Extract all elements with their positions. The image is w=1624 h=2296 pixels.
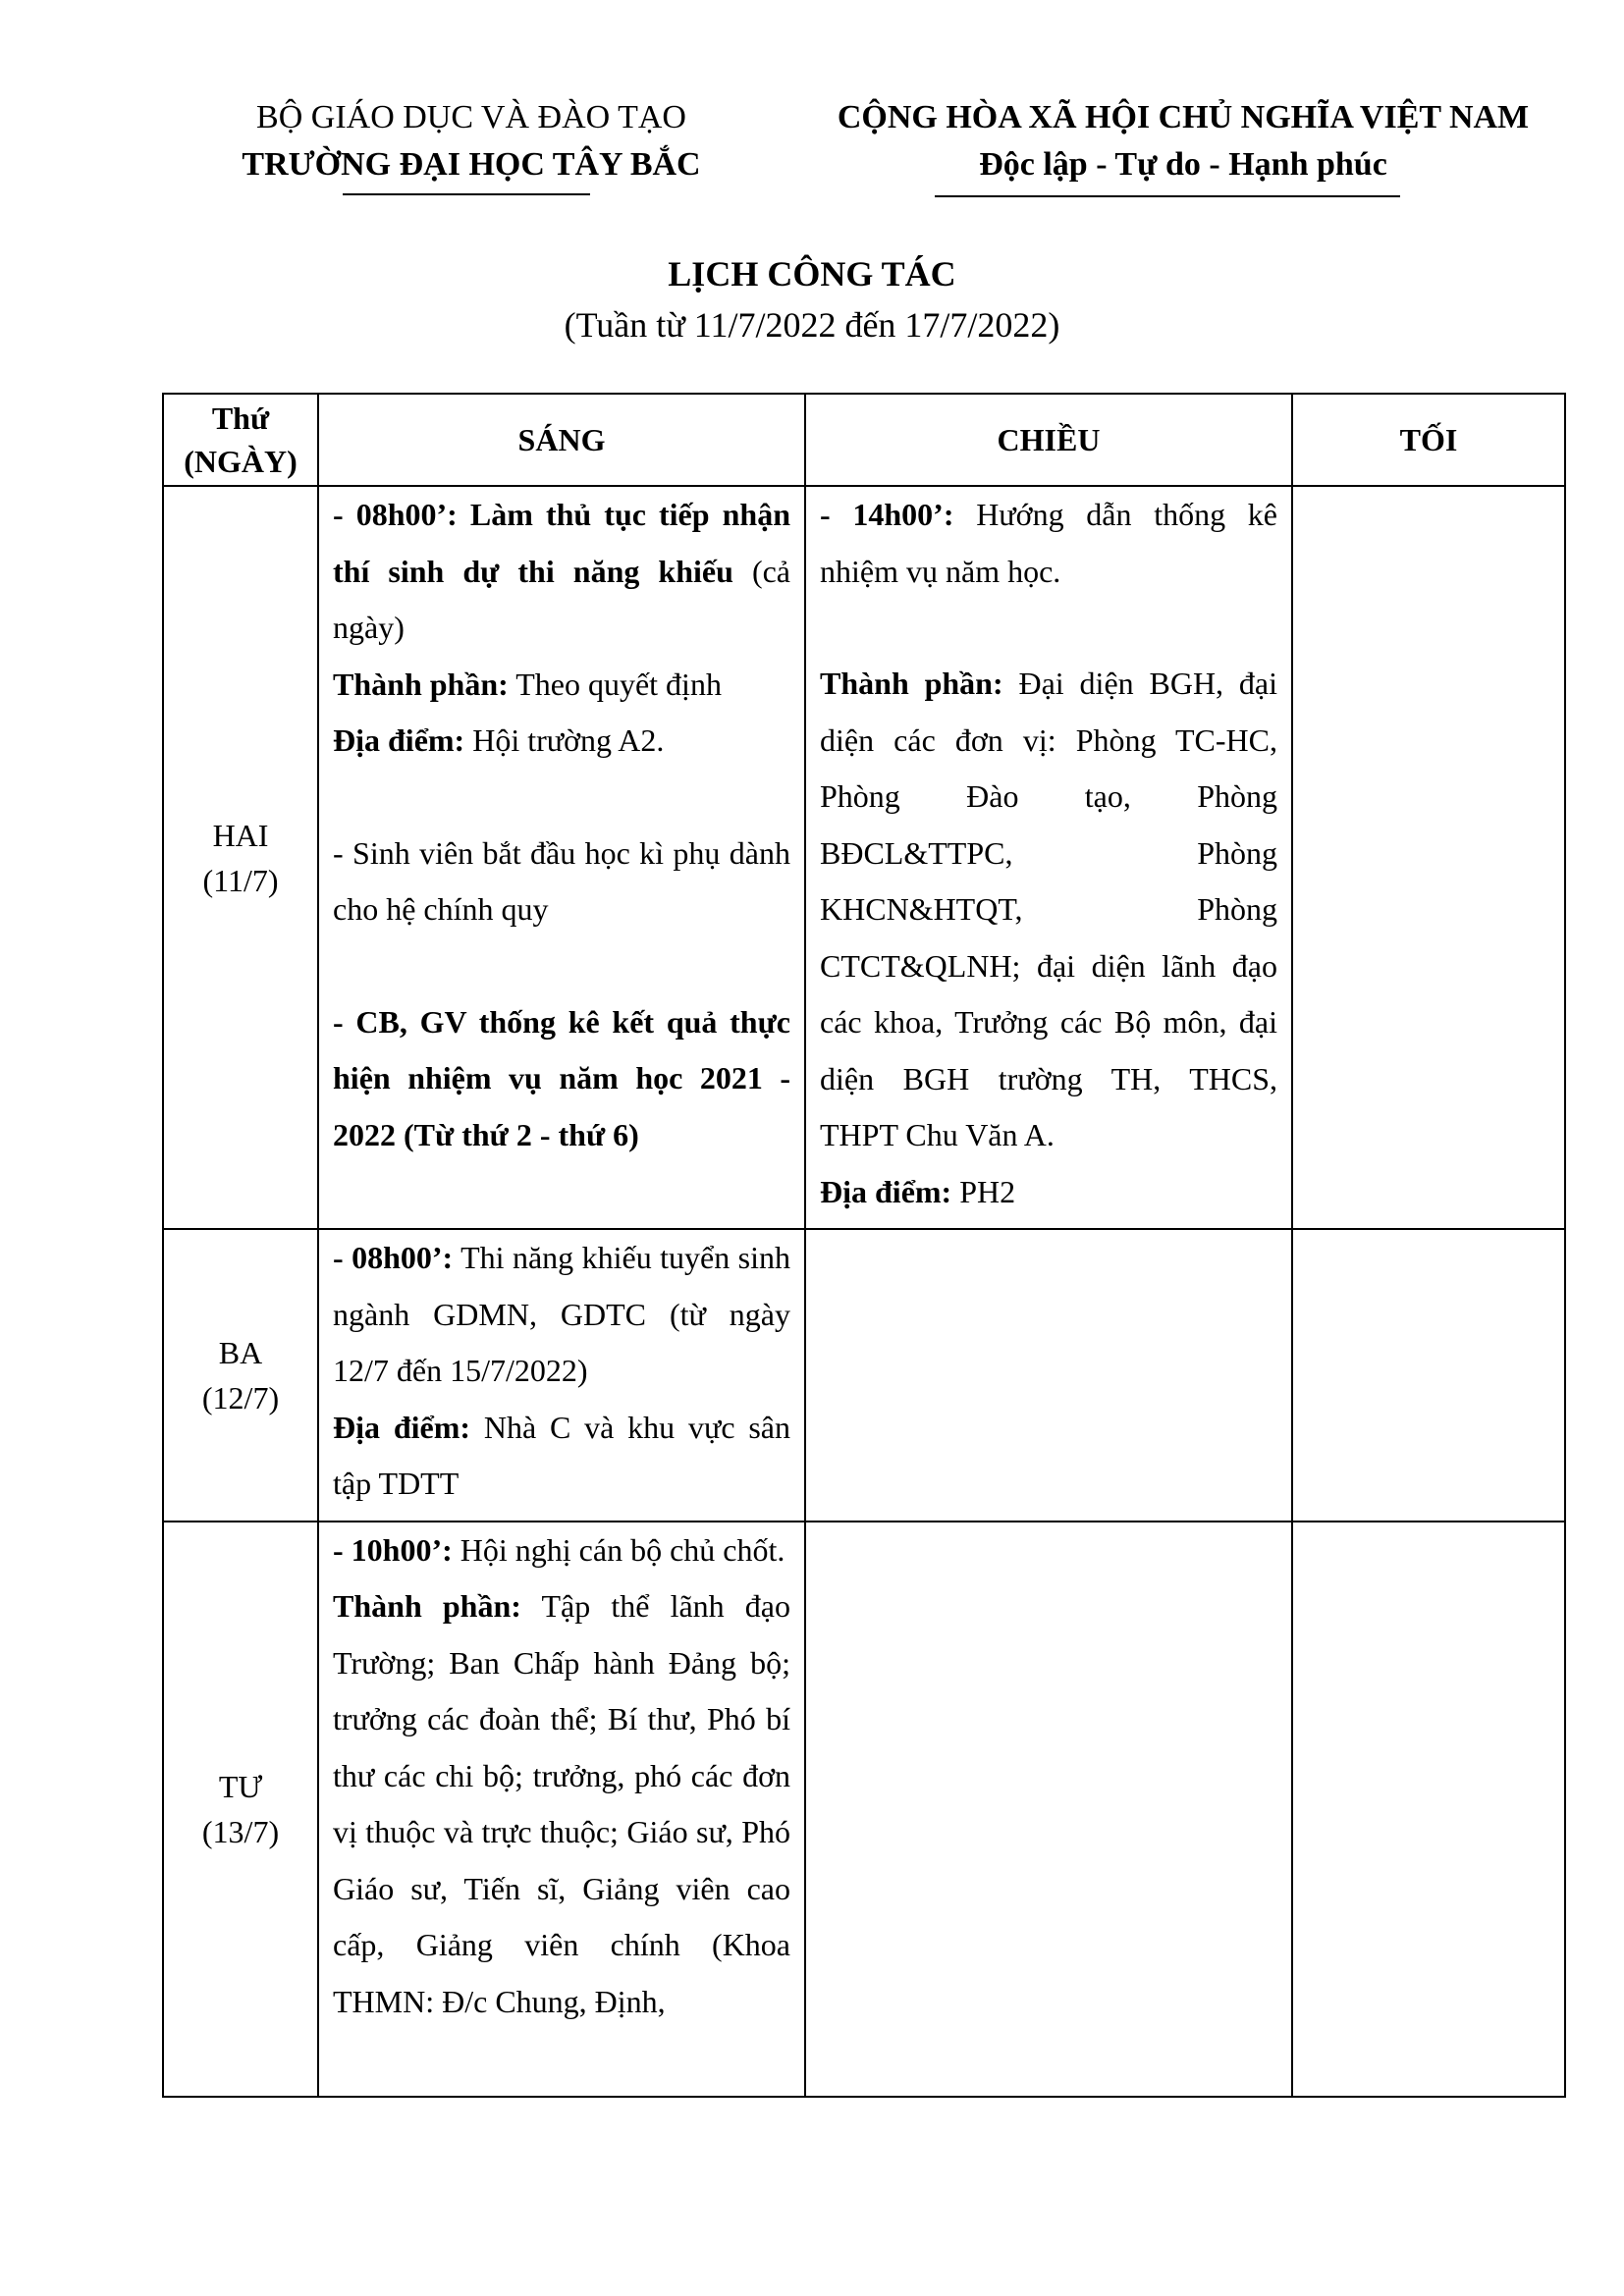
col-header-evening: TỐI bbox=[1292, 394, 1565, 486]
morning-cell: - 08h00’: Làm thủ tục tiếp nhận thí sinh dự thi năng khiếu (cả ngày) Thành phần: Theo quyết định Địa điểm: Hội trường A2. - Sinh viên bắt đầu học kì phụ dành cho hệ chính quy - CB, GV thống kê kết quả thực hiện nhiệm vụ năm học 2021 - 2022 (Từ thứ 2 - thứ 6) bbox=[318, 486, 805, 1229]
col-header-morning: SÁNG bbox=[318, 394, 805, 486]
day-date: (13/7) bbox=[201, 1813, 280, 1849]
morning-cell: - 10h00’: Hội nghị cán bộ chủ chốt. Thành phần: Tập thể lãnh đạo Trường; Ban Chấp hành Đảng bộ; trưởng các đoàn thể; Bí thư, Phó bí thư các chi bộ; trưởng, phó các đơn vị thuộc và trực thuộc; Giáo sư, Phó Giáo sư, Tiến sĩ, Giảng viên cao cấp, Giảng viên chính (Khoa THMN: Đ/c Chung, Định, bbox=[318, 1522, 805, 2097]
country-name: CỘNG HÒA XÃ HỘI CHỦ NGHĨA VIỆT NAM bbox=[837, 99, 1530, 135]
day-date: (12/7) bbox=[201, 1379, 280, 1415]
day-name: BA bbox=[218, 1334, 263, 1370]
motto-underline bbox=[935, 195, 1400, 197]
issuer-block bbox=[167, 94, 776, 188]
schedule-table bbox=[162, 393, 1566, 2098]
evening-cell bbox=[1292, 1229, 1565, 1522]
evening-cell bbox=[1292, 486, 1565, 1229]
afternoon-cell bbox=[805, 1229, 1292, 1522]
day-date: (11/7) bbox=[202, 862, 279, 898]
day-cell bbox=[163, 1522, 318, 2097]
event-notice: - CB, GV thống kê kết quả thực hiện nhiệm vụ năm học 2021 - 2022 (Từ thứ 2 - thứ 6) bbox=[333, 1003, 790, 1152]
col-header-afternoon: CHIỀU bbox=[805, 394, 1292, 486]
day-cell bbox=[163, 486, 318, 1229]
ministry-name: BỘ GIÁO DỤC VÀ ĐÀO TẠO bbox=[256, 99, 686, 135]
day-cell bbox=[163, 1229, 318, 1522]
table-header-row bbox=[163, 394, 1565, 486]
afternoon-cell: - 14h00’: Hướng dẫn thống kê nhiệm vụ năm học. Thành phần: Đại diện BGH, đại diện các đơn vị: Phòng TC-HC, Phòng Đào tạo, Phòng BĐCL&TTPC, Phòng KHCN&HTQT, Phòng CTCT&QLNH; đại diện lãnh đạo các khoa, Trưởng các Bộ môn, đại diện BGH trường TH, THCS, THPT Chu Văn A. Địa điểm: PH2 bbox=[805, 486, 1292, 1229]
document-week-range: (Tuần từ 11/7/2022 đến 17/7/2022) bbox=[564, 305, 1060, 345]
table-row bbox=[163, 486, 1565, 1229]
day-name: HAI bbox=[212, 817, 269, 853]
issuer-underline bbox=[343, 193, 590, 195]
day-name: TƯ bbox=[218, 1768, 263, 1804]
event-note: - Sinh viên bắt đầu học kì phụ dành cho hệ chính quy bbox=[333, 834, 790, 927]
national-header bbox=[805, 94, 1561, 188]
col-header-day: Thứ (NGÀY) bbox=[163, 394, 318, 486]
national-motto: Độc lập - Tự do - Hạnh phúc bbox=[979, 146, 1387, 183]
evening-cell bbox=[1292, 1522, 1565, 2097]
afternoon-cell bbox=[805, 1522, 1292, 2097]
university-name: TRƯỜNG ĐẠI HỌC TÂY BẮC bbox=[242, 146, 701, 183]
document-title: LỊCH CÔNG TÁC bbox=[668, 254, 956, 294]
morning-cell: - 08h00’: Thi năng khiếu tuyển sinh ngành GDMN, GDTC (từ ngày 12/7 đến 15/7/2022) Địa điểm: Nhà C và khu vực sân tập TDTT bbox=[318, 1229, 805, 1522]
table-row bbox=[163, 1522, 1565, 2097]
table-row bbox=[163, 1229, 1565, 1522]
